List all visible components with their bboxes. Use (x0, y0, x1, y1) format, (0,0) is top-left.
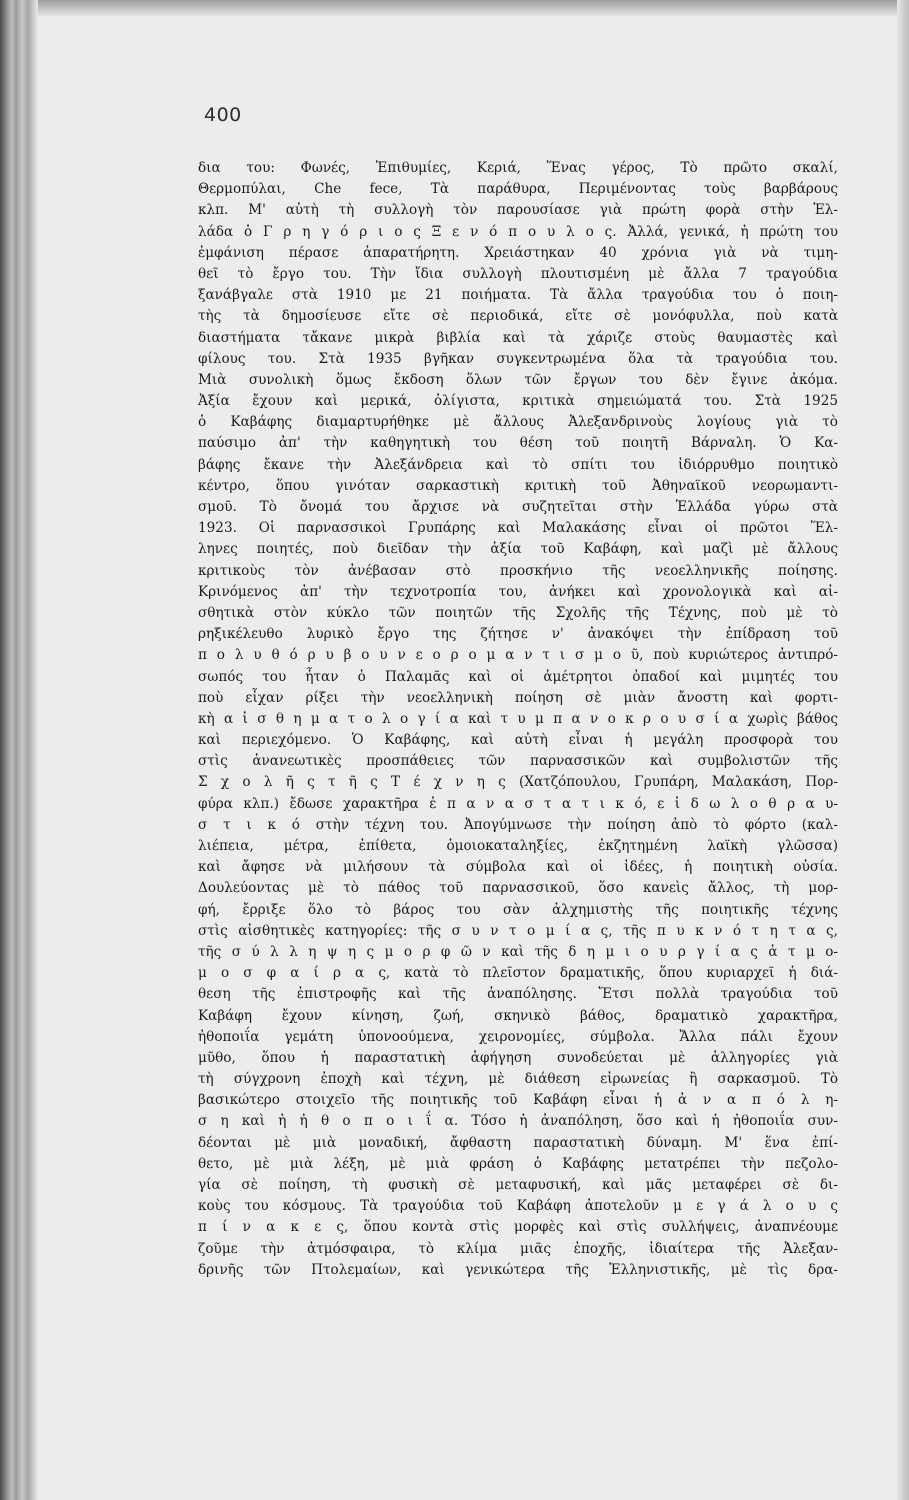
text-line: φύρα κλπ.) ἔδωσε χαρακτῆρα ἐ π α ν α σ τ α τ ι κ ό, ε ἰ δ ω λ ο θ ρ α υ- (198, 795, 838, 812)
text-line: τὴ σύγχρονη ἐποχὴ καὶ τέχνη, μὲ διάθεση εἰρωνείας ἢ σαρκασμοῦ. Τὸ (198, 1071, 838, 1088)
text-line: Δουλεύοντας μὲ τὸ πάθος τοῦ παρνασσικοῦ, ὅσο κανεὶς ἄλλος, τὴ μορ- (198, 880, 838, 897)
text-line: καὶ περιεχόμενο. Ὁ Καβάφης, καὶ αὐτὴ εἶναι ἡ μεγάλη προσφορὰ του (198, 732, 838, 749)
text-line: κοὺς του κόσμους. Τὰ τραγούδια τοῦ Καβάφη ἀποτελοῦν μ ε γ ά λ ο υ ς (198, 1198, 838, 1215)
text-line: π ί ν α κ ε ς, ὅπου κοντὰ στὶς μορφὲς καὶ στὶς συλλήψεις, ἀναπνέουμε (198, 1219, 838, 1236)
text-line: ζοῦμε τὴν ἀτμόσφαιρα, τὸ κλίμα μιᾶς ἐποχῆς, ἰδιαίτερα τῆς Ἀλεξαν- (198, 1240, 838, 1257)
text-line: Θερμοπύλαι, Che fece, Τὰ παράθυρα, Περιμένοντας τοὺς βαρβάρους (198, 181, 838, 198)
text-line: ρηξικέλευθο λυρικὸ ἔργο της ζήτησε ν' ἀνακόψει τὴν ἐπίδραση τοῦ (198, 626, 838, 643)
text-line: σθητικὰ στὸν κύκλο τῶν ποιητῶν τῆς Σχολῆς τῆς Τέχνης, ποὺ μὲ τὸ (198, 604, 838, 621)
body-text (198, 158, 838, 1281)
text-line: ἠθοποιΐα γεμάτη ὑπονοούμενα, χειρονομίες, σύμβολα. Ἄλλα πάλι ἔχουν (198, 1028, 838, 1045)
text-line: φίλους του. Στὰ 1935 βγῆκαν συγκεντρωμένα ὅλα τὰ τραγούδια του. (198, 350, 838, 367)
text-line: 1923. Οἱ παρνασσικοὶ Γρυπάρης καὶ Μαλακάσης εἶναι οἱ πρῶτοι Ἕλ- (198, 520, 838, 537)
book-binding-edge (0, 0, 38, 1500)
text-line: γία σὲ ποίηση, τὴ φυσικὴ σὲ μεταφυσική, καὶ μᾶς μεταφέρει σὲ δι- (198, 1177, 838, 1193)
text-line: Καβάφη ἔχουν κίνηση, ζωή, σκηνικὸ βάθος, δραματικὸ χαρακτῆρα, (198, 1007, 838, 1024)
text-line: μ ο σ φ α ί ρ α ς, κατὰ τὸ πλεῖστον δραματικῆς, ὅπου κυριαρχεῖ ἡ διά- (198, 965, 838, 982)
text-line: σ τ ι κ ό στὴν τέχνη του. Ἀπογύμνωσε τὴν ποίηση ἀπὸ τὸ φόρτο (καλ- (198, 816, 838, 833)
text-line: σμοῦ. Τὸ ὄνομά του ἄρχισε νὰ συζητεῖται στὴν Ἑλλάδα γύρω στὰ (198, 499, 838, 515)
text-line: στὶς ἀνανεωτικὲς προσπάθειες τῶν παρνασσικῶν καὶ συμβολιστῶν τῆς (198, 753, 838, 770)
text-line: στὶς αἰσθητικὲς κατηγορίες: τῆς σ υ ν τ ο μ ί α ς, τῆς π υ κ ν ό τ η τ α ς, (198, 922, 838, 939)
text-line: Κρινόμενος ἀπ' τὴν τεχνοτροπία του, ἀνήκει καὶ χρονολογικὰ καὶ αἰ- (198, 583, 838, 600)
text-line: θετο, μὲ μιὰ λέξη, μὲ μιὰ φράση ὁ Καβάφης μετατρέπει τὴν πεζολο- (198, 1155, 838, 1172)
text-line: Ἀξία ἔχουν καὶ μερικά, ὀλίγιστα, κριτικὰ σημειώματά του. Στὰ 1925 (198, 393, 838, 410)
text-line: π ο λ υ θ ό ρ υ β ο υ ν ε ο ρ ο μ α ν τ ι σ μ ο ῦ, ποὺ κυριώτερος ἀντιπρό- (198, 647, 838, 664)
text-line: ποὺ εἶχαν ρίξει τὴν νεοελληνικὴ ποίηση σὲ μιὰν ἄνοστη καὶ φορτι- (198, 689, 838, 706)
text-line: σ η καὶ ἡ ἠ θ ο π ο ι ΐ α. Τόσο ἡ ἀναπόληση, ὅσο καὶ ἡ ἠθοποιΐα συν- (198, 1113, 838, 1130)
text-line: καὶ ἄφησε νὰ μιλήσουν τὰ σύμβολα καὶ οἱ ἰδέες, ἡ ποιητικὴ οὐσία. (198, 859, 838, 876)
text-line: λάδα ὁ Γ ρ η γ ό ρ ι ο ς Ξ ε ν ό π ο υ λ ο ς. Ἀλλά, γενικά, ἡ πρώτη του (198, 223, 838, 240)
text-line: Μιὰ συνολικὴ ὅμως ἔκδοση ὅλων τῶν ἔργων του δὲν ἔγινε ἀκόμα. (198, 371, 838, 388)
text-line: τῆς σ ύ λ λ η ψ η ς μ ο ρ φ ῶ ν καὶ τῆς δ η μ ι ο υ ρ γ ί α ς ἀ τ μ ο- (198, 943, 838, 960)
text-line: φή, ἔρριξε ὅλο τὸ βάρος του σὰν ἀλχημιστὴς τῆς ποιητικῆς τέχνης (198, 901, 838, 918)
text-line: παύσιμο ἀπ' τὴν καθηγητικὴ του θέση τοῦ ποιητῆ Βάρναλη. Ὁ Κα- (198, 435, 838, 452)
text-line: λιέπεια, μέτρα, ἐπίθετα, ὁμοιοκαταληξίες, ἐκζητημένη λαϊκὴ γλῶσσα) (198, 838, 838, 854)
text-line: Σ χ ο λ ῆ ς τ ῆ ς Τ έ χ ν η ς (Χατζόπουλου, Γρυπάρη, Μαλακάση, Πορ- (198, 774, 838, 791)
text-line: ὁ Καβάφης διαμαρτυρήθηκε μὲ ἄλλους Ἀλεξανδρινοὺς λογίους γιὰ τὸ (198, 414, 838, 431)
text-line: θεση τῆς ἐπιστροφῆς καὶ τῆς ἀναπόλησης. Ἔτσι πολλὰ τραγούδια τοῦ (198, 986, 838, 1003)
text-line: ἐμφάνιση πέρασε ἀπαρατήρητη. Χρειάστηκαν 40 χρόνια γιὰ νὰ τιμη- (198, 244, 838, 261)
text-line: ξανάβγαλε στὰ 1910 με 21 ποιήματα. Τὰ ἄλλα τραγούδια του ὁ ποιη- (198, 287, 838, 304)
text-line: κλπ. Μ' αὐτὴ τὴ συλλογὴ τὸν παρουσίασε γιὰ πρώτη φορὰ στὴν Ἑλ- (198, 202, 838, 219)
text-line: βάφης ἔκανε τὴν Ἀλεξάνδρεια καὶ τὸ σπίτι του ἰδιόρρυθμο ποιητικὸ (198, 456, 838, 473)
text-line: κέντρο, ὅπου γινόταν σαρκαστικὴ κριτικὴ τοῦ Ἀθηναϊκοῦ νεορωμαντι- (198, 477, 838, 494)
text-line: κριτικοὺς τὸν ἀνέβασαν στὸ προσκήνιο τῆς νεοελληνικῆς ποίησης. (198, 562, 838, 579)
page-number: 400 (204, 104, 242, 126)
text-line: τὴς τὰ δημοσίευσε εἴτε σὲ περιοδικά, εἴτε σὲ μονόφυλλα, ποὺ κατὰ (198, 308, 838, 325)
page-top-shadow (38, 0, 909, 16)
text-line: δια του: Φωνές, Ἐπιθυμίες, Κεριά, Ἕνας γέρος, Τὸ πρῶτο σκαλί, (198, 160, 838, 176)
page-right-edge (897, 0, 909, 1500)
text-line: θεῖ τὸ ἔργο του. Τὴν ἴδια συλλογὴ πλουτισμένη μὲ ἄλλα 7 τραγούδια (198, 265, 838, 282)
text-line: διαστήματα τἄκανε μικρὰ βιβλία καὶ τὰ χάριζε στοὺς θαυμαστὲς καὶ (198, 329, 838, 346)
text-line: βασικώτερο στοιχεῖο τῆς ποιητικῆς τοῦ Καβάφη εἶναι ἡ ἀ ν α π ό λ η- (198, 1092, 838, 1109)
text-line: κὴ α ἰ σ θ η μ α τ ο λ ο γ ί α καὶ τ υ μ π α ν ο κ ρ ο υ σ ί α χωρὶς βάθος (198, 710, 838, 727)
text-line: μῦθο, ὅπου ἡ παραστατικὴ ἀφήγηση συνοδεύεται μὲ ἀλληγορίες γιὰ (198, 1049, 838, 1066)
text-line: δέονται μὲ μιὰ μοναδική, ἄφθαστη παραστατικὴ δύναμη. Μ' ἕνα ἐπί- (198, 1134, 838, 1151)
text-line: ληνες ποιητές, ποὺ διεῖδαν τὴν ἀξία τοῦ Καβάφη, καὶ μαζὶ μὲ ἄλλους (198, 541, 838, 558)
text-line: σωπός του ἦταν ὁ Παλαμᾶς καὶ οἱ ἀμέτρητοι ὀπαδοί καὶ μιμητές του (198, 668, 838, 685)
text-line: δρινῆς τῶν Πτολεμαίων, καὶ γενικώτερα τῆς Ἑλληνιστικῆς, μὲ τὶς δρα- (198, 1261, 838, 1278)
